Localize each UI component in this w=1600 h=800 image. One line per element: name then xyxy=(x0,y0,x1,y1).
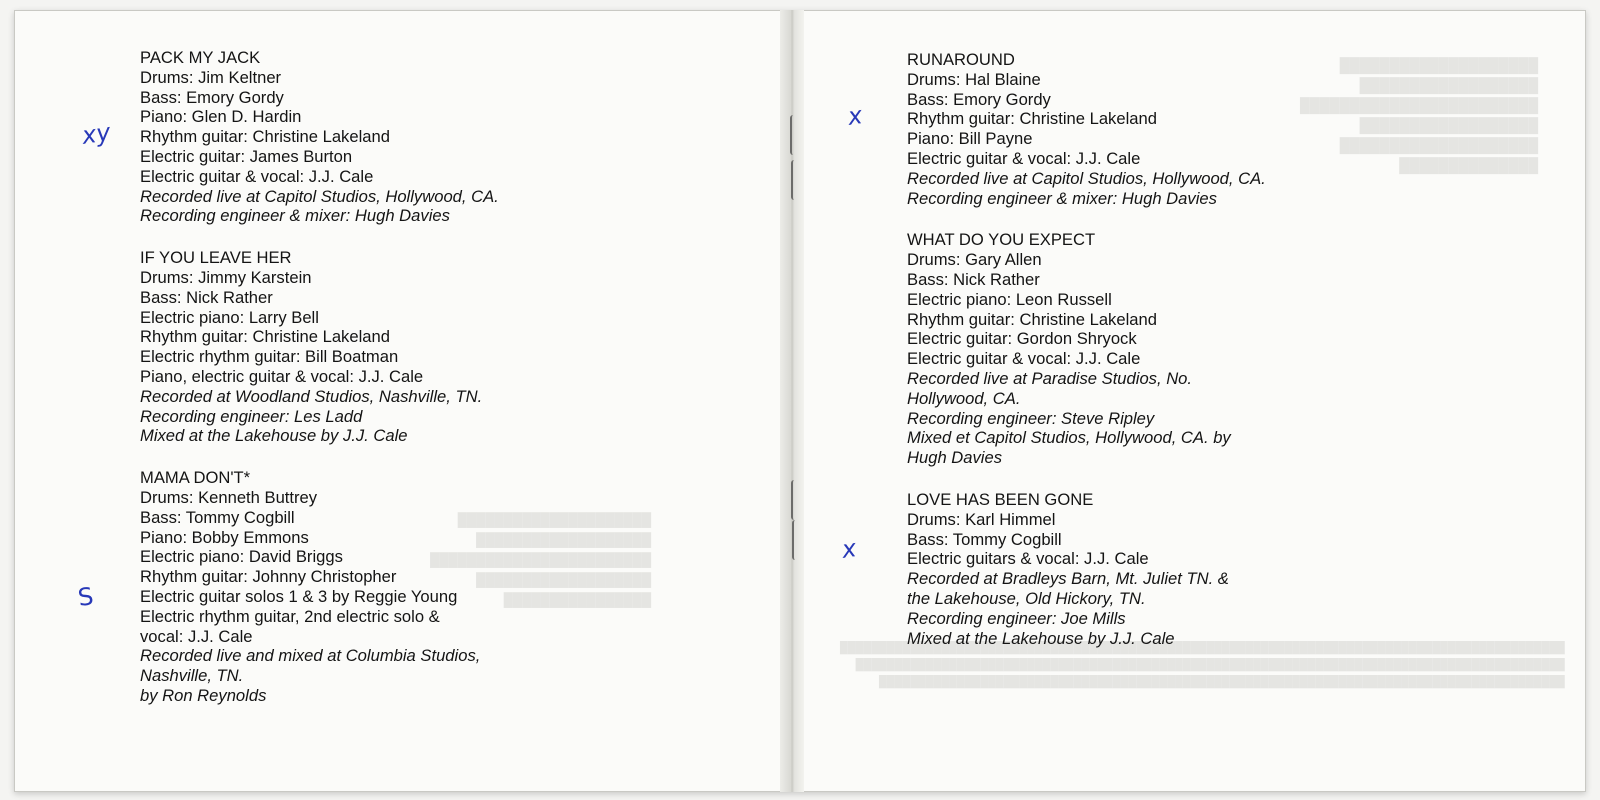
song-title: PACK MY JACK xyxy=(140,48,261,67)
recording-note: Recording engineer: Steve Ripley xyxy=(907,408,1155,428)
song-title: RUNAROUND xyxy=(907,50,1015,69)
musician-credit: Electric piano: David Briggs xyxy=(140,547,343,567)
musician-credit: Electric guitar & vocal: J.J. Cale xyxy=(140,166,374,186)
musician-credit: Bass: Tommy Cogbill xyxy=(140,507,295,527)
handwritten-mark-x-love: x xyxy=(840,534,859,564)
recording-note: Mixed et Capitol Studios, Hollywood, CA. by xyxy=(907,428,1231,448)
recording-note: Recorded live at Capitol Studios, Hollywood, CA. xyxy=(140,186,499,206)
recording-note: Mixed at the Lakehouse by J.J. Cale xyxy=(907,628,1175,648)
musician-credit: Electric guitars & vocal: J.J. Cale xyxy=(907,549,1149,569)
musician-credit: Rhythm guitar: Johnny Christopher xyxy=(140,567,397,587)
show-through-lower: █████████████████████████████████████████████████████████████████████████████████████████████ ███████████████████████████████████████████████████████████████████████████████████████████ ████████████████████████████████████████████████████████████████████████████████████████ xyxy=(840,642,1565,688)
musician-credit: Drums: Kenneth Buttrey xyxy=(140,487,318,507)
staple-top-lower xyxy=(791,160,801,200)
recording-note: Mixed at the Lakehouse by J.J. Cale xyxy=(140,426,408,446)
musician-credit: Piano: Glen D. Hardin xyxy=(140,107,302,127)
staple-bottom-lower xyxy=(792,520,802,560)
musician-credit: Drums: Jim Keltner xyxy=(140,67,282,87)
musician-credit: Electric piano: Leon Russell xyxy=(907,289,1112,309)
recording-note: Nashville, TN. xyxy=(140,666,244,686)
song-credit-block xyxy=(907,490,1266,648)
handwritten-mark-xy: xy xyxy=(80,118,113,150)
recording-note: Recorded live at Capitol Studios, Hollywood, CA. xyxy=(907,168,1266,188)
musician-credit: Electric guitar & vocal: J.J. Cale xyxy=(907,148,1141,168)
recording-note: Recorded at Woodland Studios, Nashville, TN. xyxy=(140,386,483,406)
musician-credit: Bass: Tommy Cogbill xyxy=(907,529,1062,549)
musician-credit: Electric guitar solos 1 & 3 by Reggie Young xyxy=(140,586,458,606)
musician-credit: Drums: Jimmy Karstein xyxy=(140,267,312,287)
song-credit-block xyxy=(140,248,499,446)
musician-credit: Drums: Karl Himmel xyxy=(907,509,1056,529)
musician-credit: Piano: Bill Payne xyxy=(907,129,1033,149)
recording-note: Recorded live at Paradise Studios, No. xyxy=(907,368,1193,388)
recording-note: Recorded at Bradleys Barn, Mt. Juliet TN. & xyxy=(907,569,1229,589)
show-through-left: █████████████████████ ███████████████████ ████████████████████████ ███████████████████ ████████████████ xyxy=(430,512,652,607)
left-page xyxy=(140,48,499,728)
musician-credit: Electric guitar: James Burton xyxy=(140,146,353,166)
recording-note: Recording engineer & mixer: Hugh Davies xyxy=(140,206,450,226)
right-page-credits xyxy=(907,50,1266,648)
recording-note: Recording engineer: Joe Mills xyxy=(907,608,1126,628)
musician-credit: Electric rhythm guitar: Bill Boatman xyxy=(140,347,399,367)
left-page-credits xyxy=(140,48,499,706)
musician-credit: vocal: J.J. Cale xyxy=(140,626,253,646)
staple-top xyxy=(790,115,800,155)
recording-note: Hugh Davies xyxy=(907,448,1003,468)
musician-credit: Bass: Emory Gordy xyxy=(907,89,1051,109)
musician-credit: Rhythm guitar: Christine Lakeland xyxy=(907,109,1157,129)
handwritten-mark-s: S xyxy=(76,582,96,612)
song-title: IF YOU LEAVE HER xyxy=(140,248,292,268)
song-credit-block xyxy=(907,50,1266,208)
right-page xyxy=(907,50,1266,670)
song-title: LOVE HAS BEEN GONE xyxy=(907,489,1094,509)
handwritten-mark-x-runaround: x xyxy=(846,101,865,131)
recording-note: Recording engineer: Les Ladd xyxy=(140,406,363,426)
musician-credit: Piano: Bobby Emmons xyxy=(140,527,309,547)
musician-credit: Piano, electric guitar & vocal: J.J. Cale xyxy=(140,366,424,386)
song-title: WHAT DO YOU EXPECT xyxy=(907,230,1096,250)
musician-credit: Electric guitar & vocal: J.J. Cale xyxy=(907,349,1141,369)
musician-credit: Bass: Nick Rather xyxy=(907,269,1040,289)
musician-credit: Bass: Emory Gordy xyxy=(140,87,284,107)
recording-note: Hollywood, CA. xyxy=(907,388,1021,408)
recording-note: the Lakehouse, Old Hickory, TN. xyxy=(907,588,1146,608)
staple-bottom xyxy=(791,480,801,520)
musician-credit: Rhythm guitar: Christine Lakeland xyxy=(140,127,390,147)
song-credit-block xyxy=(907,230,1266,468)
song-credit-block xyxy=(140,468,499,706)
recording-note: Recording engineer & mixer: Hugh Davies xyxy=(907,188,1217,208)
recording-note: Recorded live and mixed at Columbia Studios, xyxy=(140,646,481,666)
song-credit-block xyxy=(140,48,499,226)
musician-credit: Rhythm guitar: Christine Lakeland xyxy=(907,309,1157,329)
musician-credit: Rhythm guitar: Christine Lakeland xyxy=(140,327,390,347)
musician-credit: Bass: Nick Rather xyxy=(140,287,273,307)
musician-credit: Electric rhythm guitar, 2nd electric solo & xyxy=(140,606,440,626)
show-through-right: ████████████████████ ██████████████████ ████████████████████████ ██████████████████ ████████████████████ ██████████████ xyxy=(1300,57,1539,173)
musician-credit: Electric guitar: Gordon Shryock xyxy=(907,329,1137,349)
recording-note: by Ron Reynolds xyxy=(140,685,267,705)
musician-credit: Drums: Hal Blaine xyxy=(907,69,1041,89)
musician-credit: Electric piano: Larry Bell xyxy=(140,307,319,327)
musician-credit: Drums: Gary Allen xyxy=(907,250,1042,270)
song-title: MAMA DON'T* xyxy=(140,468,251,488)
